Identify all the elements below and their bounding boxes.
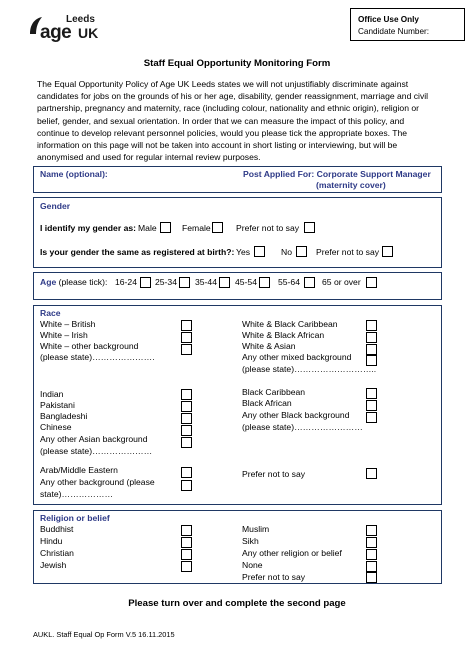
race-option-checkbox[interactable] — [366, 468, 377, 479]
intro-line: belief, gender, and sexual orientation. In order that we can measure the impact of this policy, and — [37, 115, 405, 126]
religion-option-checkbox[interactable] — [181, 549, 192, 560]
age-band-checkbox[interactable] — [304, 277, 315, 288]
age-band-label: 65 or over — [322, 277, 361, 287]
footer-reference: AUKL. Staff Equal Op Form V.5 16.11.2015 — [33, 630, 175, 639]
race-option-checkbox[interactable] — [366, 320, 377, 331]
male-checkbox[interactable] — [160, 222, 171, 233]
race-state-line: (please state)………………… — [40, 446, 153, 456]
age-band-label: 55-64 — [278, 277, 300, 287]
logo-country: UK — [78, 25, 99, 41]
religion-option-checkbox[interactable] — [181, 525, 192, 536]
male-label: Male — [138, 223, 157, 233]
yes-checkbox[interactable] — [254, 246, 265, 257]
race-heading: Race — [40, 308, 61, 318]
religion-option-checkbox[interactable] — [366, 537, 377, 548]
race-state-line: state)……………… — [40, 489, 114, 499]
gender-heading: Gender — [40, 201, 71, 211]
race-option-label: Black Caribbean — [242, 387, 306, 397]
race-option-checkbox[interactable] — [366, 400, 377, 411]
post-applied-label-2: (maternity cover) — [316, 180, 386, 190]
race-option-checkbox[interactable] — [366, 412, 377, 423]
race-option-checkbox[interactable] — [181, 389, 192, 400]
birth-prefer-not-label: Prefer not to say — [316, 247, 380, 257]
race-option-checkbox[interactable] — [181, 344, 192, 355]
religion-option-label: Hindu — [40, 536, 63, 546]
no-checkbox[interactable] — [296, 246, 307, 257]
race-option-checkbox[interactable] — [366, 388, 377, 399]
religion-option-checkbox[interactable] — [181, 561, 192, 572]
religion-option-label: Sikh — [242, 536, 259, 546]
gender-section — [33, 197, 442, 268]
religion-option-checkbox[interactable] — [366, 549, 377, 560]
office-use-title: Office Use Only — [358, 15, 419, 24]
intro-line: anonymised and used for regular internal review purposes. — [37, 152, 261, 163]
logo-city: Leeds — [66, 14, 95, 25]
age-band-label: 25-34 — [155, 277, 177, 287]
religion-section — [33, 510, 442, 584]
logo-brand: age — [40, 22, 72, 43]
race-option-checkbox[interactable] — [181, 467, 192, 478]
birth-prefer-not-checkbox[interactable] — [382, 246, 393, 257]
race-option-label: White – Irish — [40, 330, 88, 340]
age-label: Age (please tick): — [40, 277, 108, 287]
religion-option-label: Christian — [40, 548, 74, 558]
age-band-label: 45-54 — [235, 277, 257, 287]
race-option-label: White – other background — [40, 341, 139, 351]
yes-label: Yes — [236, 247, 251, 257]
race-option-label: Pakistani — [40, 400, 75, 410]
race-option-label: Chinese — [40, 422, 72, 432]
intro-line: partnership, pregnancy and maternity, race (including colour, nationality and ethnic origin), religion or — [37, 103, 419, 114]
race-option-label: Any other Asian background — [40, 434, 148, 444]
age-band-checkbox[interactable] — [179, 277, 190, 288]
race-option-label: Any other mixed background — [242, 352, 352, 362]
race-option-label: Indian — [40, 389, 64, 399]
race-state-line: (please state)……………………….. — [242, 364, 377, 374]
age-band-checkbox[interactable] — [140, 277, 151, 288]
race-section — [33, 305, 442, 505]
race-option-checkbox[interactable] — [366, 344, 377, 355]
religion-option-label: Muslim — [242, 524, 270, 534]
female-label: Female — [182, 223, 211, 233]
race-option-label: White & Black Caribbean — [242, 319, 338, 329]
race-option-checkbox[interactable] — [181, 320, 192, 331]
intro-line: information on this page will not be taken into account in short listing or interviewing, but will be — [37, 140, 398, 151]
race-option-label: White & Asian — [242, 341, 296, 351]
race-option-checkbox[interactable] — [181, 425, 192, 436]
religion-option-checkbox[interactable] — [366, 525, 377, 536]
age-band-checkbox[interactable] — [219, 277, 230, 288]
intro-line: The Equal Opportunity Policy of Age UK Leeds states we will not unjustifiably discriminate against — [37, 79, 409, 89]
intro-line: candidates for jobs on the grounds of his or her age, disability, gender reassignment, marriage and civil — [37, 91, 429, 102]
turn-over-note: Please turn over and complete the second page — [128, 598, 346, 609]
female-checkbox[interactable] — [212, 222, 223, 233]
religion-option-checkbox[interactable] — [181, 537, 192, 548]
religion-option-label: Prefer not to say — [242, 572, 306, 582]
race-option-label: White – British — [40, 319, 96, 329]
name-post-section — [33, 166, 442, 193]
office-use-box — [350, 8, 465, 41]
age-band-checkbox[interactable] — [259, 277, 270, 288]
no-label: No — [281, 247, 292, 257]
race-option-label: Black African — [242, 398, 292, 408]
race-option-label: Prefer not to say — [242, 469, 306, 479]
race-state-line: (please state)…………………. — [40, 352, 155, 362]
intro-line: continue to develop relevant personnel policies, would you please tick the appropriate boxes. The — [37, 127, 408, 138]
intro-paragraph — [37, 78, 447, 163]
race-option-label: White & Black African — [242, 330, 325, 340]
race-option-label: Bangladeshi — [40, 411, 88, 421]
religion-heading: Religion or belief — [40, 513, 110, 523]
race-option-checkbox[interactable] — [181, 401, 192, 412]
race-option-checkbox[interactable] — [181, 332, 192, 343]
race-option-label: Any other background (please — [40, 477, 155, 487]
age-band-label: 35-44 — [195, 277, 217, 287]
age-band-checkbox[interactable] — [366, 277, 377, 288]
religion-option-label: None — [242, 560, 263, 570]
post-applied-label: Post Applied For: Corporate Support Manager — [243, 169, 431, 179]
race-option-checkbox[interactable] — [366, 332, 377, 343]
religion-option-label: Jewish — [40, 560, 67, 570]
identify-gender-label: I identify my gender as: — [40, 223, 136, 233]
age-band-label: 16-24 — [115, 277, 137, 287]
race-option-label: Any other Black background — [242, 410, 350, 420]
religion-option-label: Any other religion or belief — [242, 548, 342, 558]
race-option-checkbox[interactable] — [181, 480, 192, 491]
age-section — [33, 272, 442, 300]
name-label: Name (optional): — [40, 169, 108, 179]
religion-option-checkbox[interactable] — [366, 572, 377, 583]
religion-option-label: Buddhist — [40, 524, 74, 534]
candidate-number-label: Candidate Number: — [358, 27, 429, 36]
race-option-label: Arab/Middle Eastern — [40, 465, 118, 475]
gender-prefer-not-label: Prefer not to say — [236, 223, 300, 233]
race-option-checkbox[interactable] — [181, 437, 192, 448]
gender-same-label: Is your gender the same as registered at birth?: — [40, 247, 235, 257]
religion-option-checkbox[interactable] — [366, 561, 377, 572]
form-title: Staff Equal Opportunity Monitoring Form — [143, 58, 331, 69]
race-state-line: (please state)…………………… — [242, 422, 363, 432]
race-option-checkbox[interactable] — [181, 413, 192, 424]
gender-prefer-not-checkbox[interactable] — [304, 222, 315, 233]
